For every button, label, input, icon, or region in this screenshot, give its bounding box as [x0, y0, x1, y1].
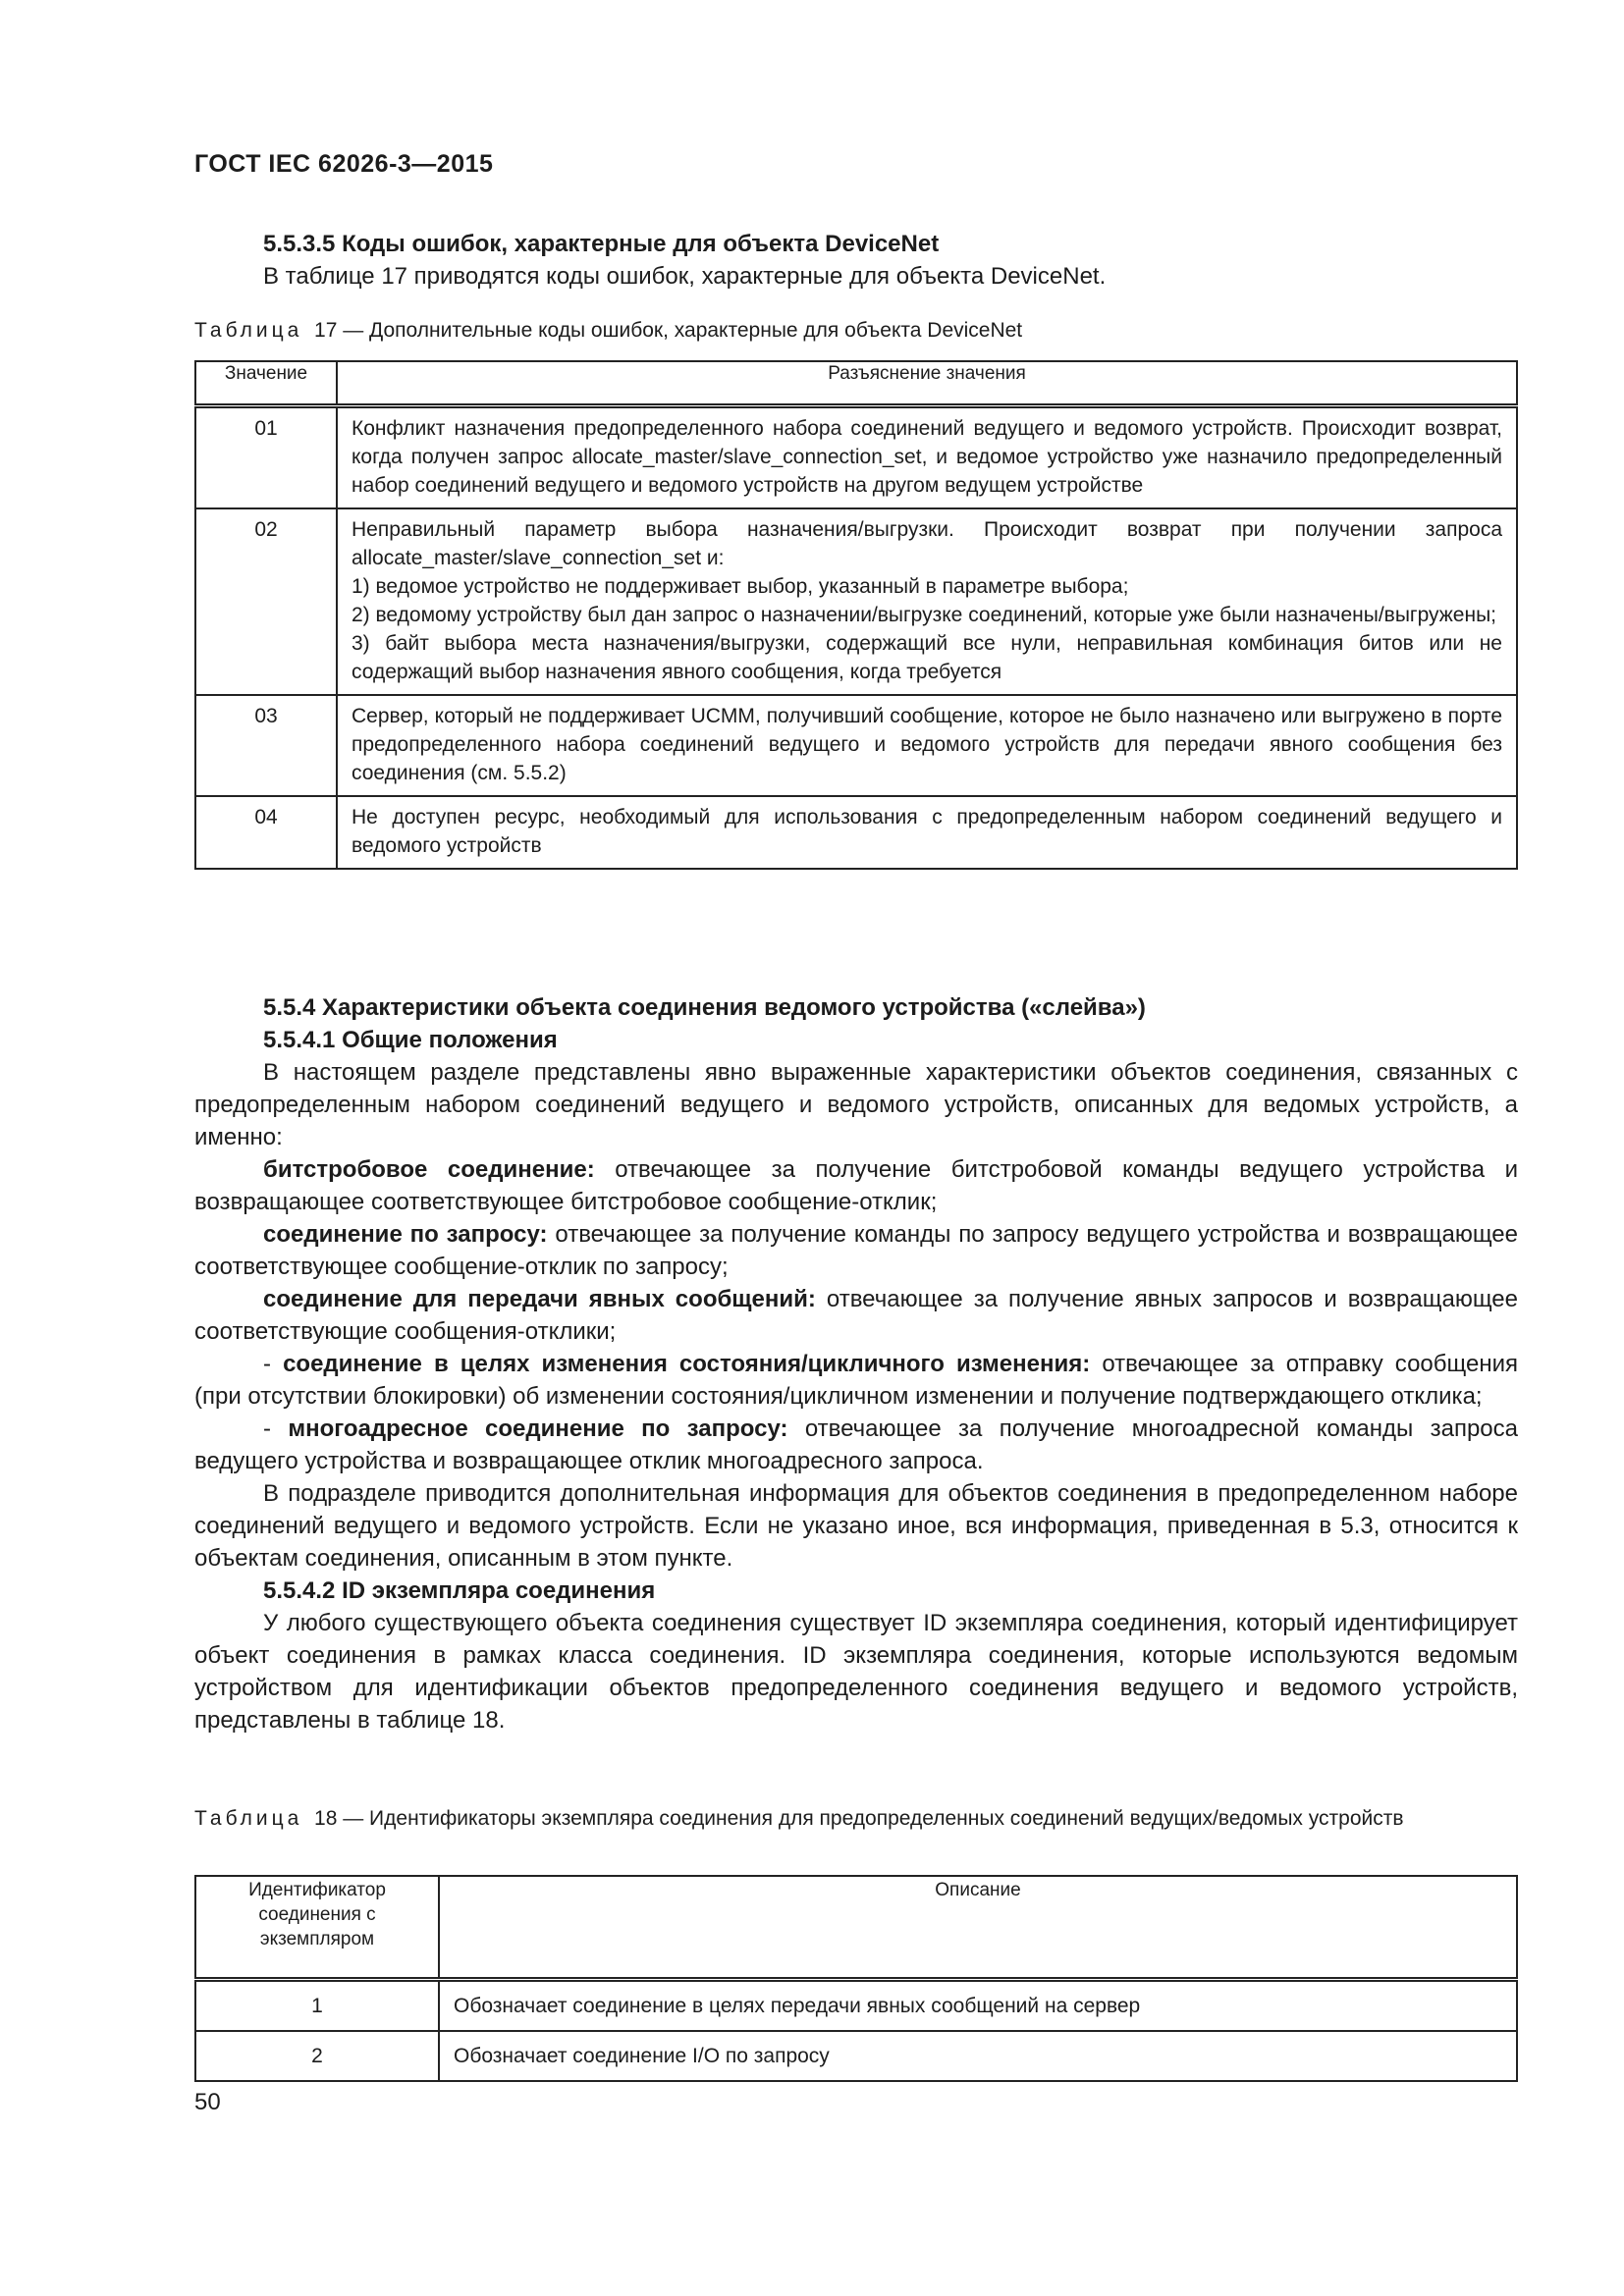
table17-caption-label: Таблица [194, 319, 303, 342]
table18-caption-label: Таблица [194, 1807, 303, 1830]
definition-item [194, 1283, 1518, 1348]
section-554-paragraph-2: В подразделе приводится дополнительная информация для объектов соединения в предопределенном наборе соединений ведущего и ведомого устройств. Если не указано иное, вся информация, приведенная в 5.3, относится к объектам соединения, описанным в этом пункте. [194, 1480, 1518, 1572]
definition-text: отвечающее за получение битстробовой команды ведущего устройства и возвращающее соответствующее битстробовое сообщение-отклик; [194, 1156, 1519, 1215]
definition-term: битстробовое соединение: [263, 1156, 595, 1183]
definition-text: отвечающее за получение явных запросов и возвращающее соответствующие сообщения-отклики; [194, 1286, 1518, 1345]
table-row [195, 796, 1517, 869]
table-row [195, 2031, 1517, 2081]
table17-desc [337, 695, 1517, 796]
section-554-paragraph-1: В настоящем разделе представлены явно выраженные характеристики объектов соединения, связанных с предопределенным набором соединений ведущего и ведомого устройств, описанных для ведомых устройств, а именно: [194, 1059, 1518, 1150]
definition-term: соединение в целях изменения состояния/цикличного изменения: [283, 1351, 1091, 1377]
table17-code: 01 [195, 406, 337, 509]
table18-id: 2 [195, 2031, 439, 2081]
section-5535-title: 5.5.3.5 Коды ошибок, характерные для объекта DeviceNet [263, 231, 940, 257]
definition-text: отвечающее за получение команды по запросу ведущего устройства и возвращающее соответствующее сообщение-отклик по запросу; [194, 1221, 1518, 1280]
section-554-title: 5.5.4 Характеристики объекта соединения ведомого устройства («слейва») [263, 994, 1146, 1021]
table17-desc-line: Конфликт назначения предопределенного набора соединений ведущего и ведомого устройств. Происходит возврат, когда получен запрос allocate_master/slave_connection_set, и ведомое устройство уже назначило предопределенный набор соединений ведущего и ведомого устройств на другом ведущем устройстве [352, 417, 1502, 497]
table17-desc [337, 406, 1517, 509]
definition-term: соединение по запросу: [263, 1221, 548, 1248]
table17-code: 02 [195, 508, 337, 695]
page-number: 50 [194, 2089, 221, 2115]
section-5542-paragraph: У любого существующего объекта соединения существует ID экземпляра соединения, который идентифицирует объект соединения в рамках класса соединения. ID экземпляра соединения, которые используются ведомым устройством для идентификации объектов предопределенного соединения ведущего и ведомого устройств, представлены в таблице 18. [194, 1610, 1518, 1734]
section-5542-title: 5.5.4.2 ID экземпляра соединения [263, 1577, 656, 1604]
table18 [194, 1875, 1518, 2082]
table17-desc-line: Сервер, который не поддерживает UCMM, получивший сообщение, которое не было назначено или выгружено в порте предопределенного набора соединений ведущего и ведомого устройств для передачи явного сообщения без соединения (см. 5.5.2) [352, 705, 1502, 784]
section-5535 [194, 228, 1518, 293]
definition-text: отвечающее за отправку сообщения (при отсутствии блокировки) об изменении состояния/цикличном изменении и получение подтверждающего отклика; [194, 1351, 1518, 1410]
table17-desc-line: 1) ведомое устройство не поддерживает выбор, указанный в параметре выбора; [352, 575, 1129, 598]
table18-header-id-line: соединения с [258, 1904, 376, 1925]
table18-header-id [195, 1876, 439, 1980]
table17-desc [337, 508, 1517, 695]
table17-caption-text: 17 — Дополнительные коды ошибок, характерные для объекта DeviceNet [314, 319, 1023, 342]
table18-desc: Обозначает соединение I/O по запросу [439, 2031, 1517, 2081]
definition-item: - многоадресное соединение по запросу: отвечающее за получение многоадресной команды запроса ведущего устройства и возвращающее отклик многоадресного запроса. [194, 1415, 1518, 1474]
table18-desc: Обозначает соединение в целях передачи явных сообщений на сервер [439, 1980, 1517, 2032]
definition-term: соединение для передачи явных сообщений: [263, 1286, 816, 1312]
definition-item [194, 1153, 1518, 1218]
table17 [194, 360, 1518, 870]
table17-desc-line: 3) байт выбора места назначения/выгрузки, содержащий все нули, неправильная комбинация битов или не содержащий выбор назначения явного сообщения, когда требуется [352, 632, 1502, 683]
section-554 [194, 991, 1518, 1736]
table-row [195, 1980, 1517, 2032]
table17-header-value: Значение [195, 361, 337, 406]
table17-desc-line: Не доступен ресурс, необходимый для использования с предопределенным набором соединений ведущего и ведомого устройств [352, 806, 1502, 857]
table18-id: 1 [195, 1980, 439, 2032]
table18-header-desc: Описание [439, 1876, 1517, 1980]
table17-desc-line: Неправильный параметр выбора назначения/выгрузки. Происходит возврат при получении запроса allocate_master/slave_connection_set и: [352, 518, 1502, 569]
table17-desc [337, 796, 1517, 869]
table-row [195, 695, 1517, 796]
section-5541-title: 5.5.4.1 Общие положения [263, 1027, 558, 1053]
table18-caption-text: 18 — Идентификаторы экземпляра соединения для предопределенных соединений ведущих/ведомых устройств [314, 1807, 1404, 1830]
table18-header-id-line: Идентификатор [248, 1880, 386, 1900]
table18-caption [194, 1804, 1518, 1833]
definition-text: отвечающее за получение многоадресной команды запроса ведущего устройства и возвращающее отклик многоадресного запроса. [194, 1415, 1518, 1474]
section-5535-intro: В таблице 17 приводятся коды ошибок, характерные для объекта DeviceNet. [263, 263, 1107, 290]
table18-header-id-line: экземпляром [259, 1929, 375, 1949]
table17-code: 04 [195, 796, 337, 869]
table17-caption [194, 316, 1518, 345]
table-row [195, 406, 1517, 509]
table17-code: 03 [195, 695, 337, 796]
definition-item [194, 1218, 1518, 1283]
table17-header-desc: Разъяснение значения [337, 361, 1517, 406]
definition-term: многоадресное соединение по запросу: [288, 1415, 788, 1442]
document-code-header: ГОСТ IEC 62026-3—2015 [194, 150, 494, 178]
table-row [195, 508, 1517, 695]
table17-desc-line: 2) ведомому устройству был дан запрос о назначении/выгрузке соединений, которые уже были назначены/выгружены; [352, 604, 1497, 626]
definition-item: - соединение в целях изменения состояния/цикличного изменения: отвечающее за отправку сообщения (при отсутствии блокировки) об изменении состояния/цикличном изменении и получение подтверждающего отклика; [194, 1351, 1518, 1410]
